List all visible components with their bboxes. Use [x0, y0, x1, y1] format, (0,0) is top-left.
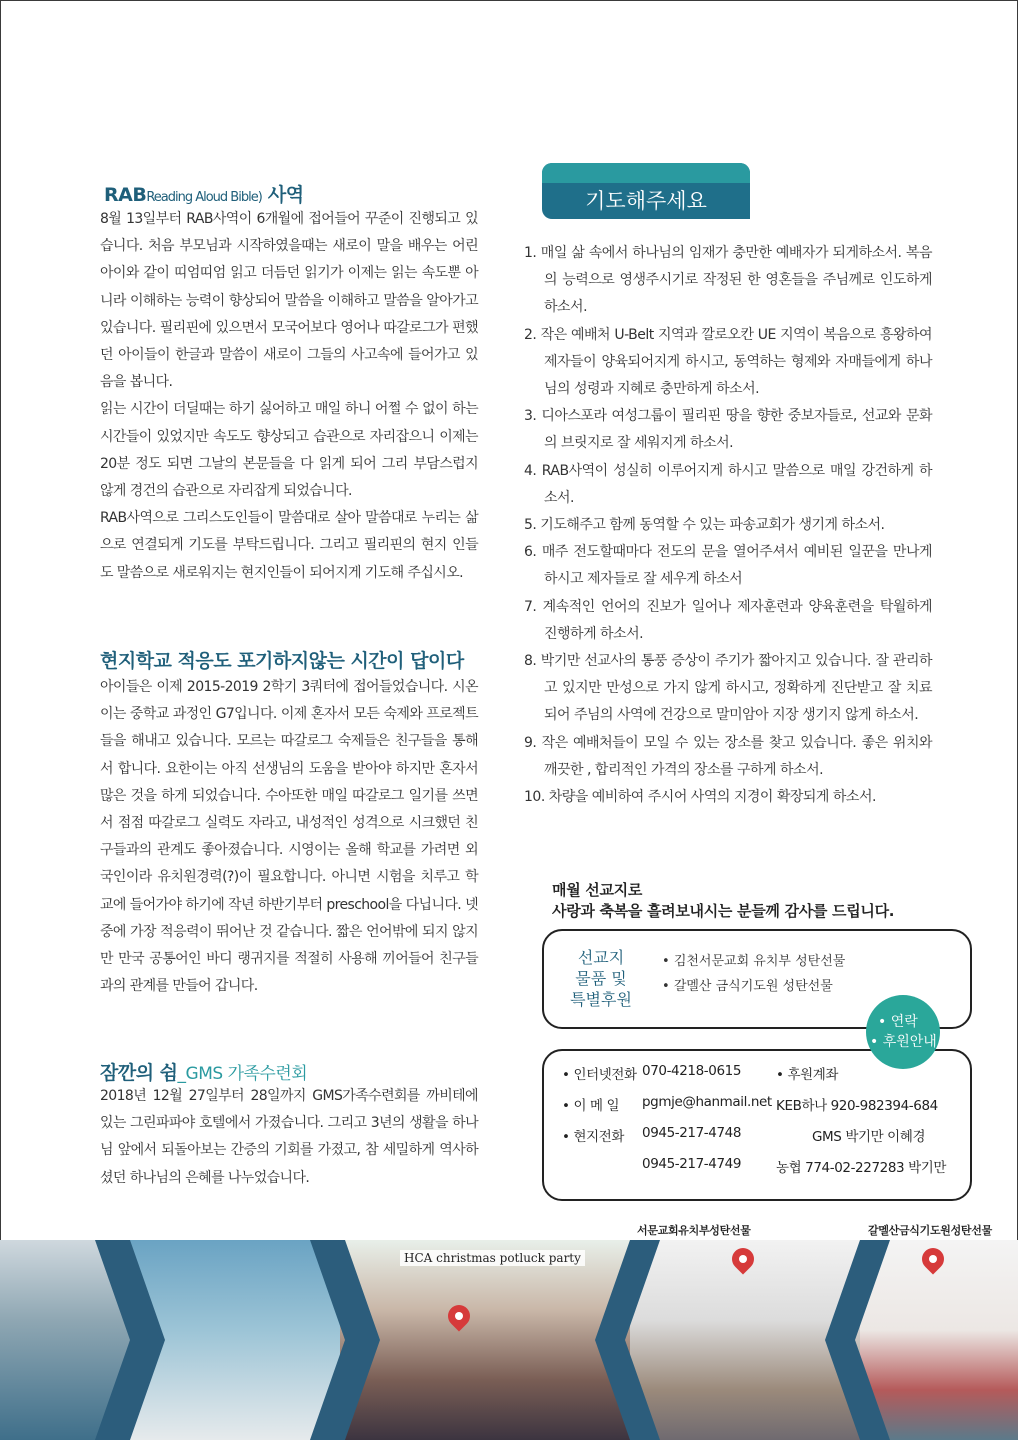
prayer-header-tab [542, 163, 750, 219]
email-label: • 이 메 일 [562, 1098, 620, 1114]
gifts-label [556, 947, 646, 1010]
contact-badge [866, 995, 940, 1069]
prayer-item: 5. 기도해주고 함께 동역할 수 있는 파송교회가 생기게 하소서. [524, 517, 885, 534]
retreat-title: 잠깐의 쉼_GMS 가족수련회 [100, 1062, 308, 1084]
photo-chevrons [0, 1240, 1018, 1440]
rab-paragraph: 읽는 시간이 더딜때는 하기 싫어하고 매일 하니 어쩔 수 없이 하는 시간들이 있었지만 속도도 향상되고 습관으로 자리잡으니 이제는 20분 정도 되면 그날의 본문들을 다 읽게 되어 그리 부담스럽지 않게 경건의 습관으로 자리잡게 되었습니다. [100, 401, 478, 500]
party-label: HCA christmas potluck party [400, 1250, 585, 1266]
photo-strip [0, 1240, 1018, 1440]
local-phone-1: 0945-217-4748 [642, 1125, 742, 1141]
contact-badge-line: • 후원안내 [870, 1034, 937, 1050]
local-phone-label: • 현지전화 [562, 1129, 625, 1145]
school-title: 현지학교 적응도 포기하지않는 시간이 답이다 [100, 650, 464, 672]
rab-body [100, 206, 478, 587]
prayer-item: 6. 매주 전도할때마다 전도의 문을 열어주셔서 예비된 일꾼을 만나게 하시고 제자들로 잘 세우게 하소서 [524, 544, 932, 588]
prayer-item: 8. 박기만 선교사의 통풍 증상이 주기가 짧아지고 있습니다. 잘 관리하고 있지만 만성으로 가지 않게 하시고, 정확하게 진단받고 잘 치료되어 주님의 사역에 건강으로 말미암아 지장 생기지 않게 하소서. [524, 653, 932, 724]
contact-box [542, 1049, 972, 1201]
thanks-line: 사랑과 축복을 흘려보내시는 분들께 감사를 드립니다. [552, 902, 895, 920]
gift-item: • 김천서문교회 유치부 성탄선물 [662, 949, 845, 974]
account-1-owner: GMS 박기만 이혜경 [812, 1129, 926, 1145]
email-value[interactable]: pgmje@hanmail.net [642, 1094, 772, 1110]
rab-paragraph: RAB사역으로 그리스도인들이 말씀대로 살아 말씀대로 누리는 삶으로 연결되게 기도를 부탁드립니다. 그리고 필리핀의 현지 인들도 말씀으로 새로워지는 현지인들이 되어지게 기도해 주십시오. [100, 510, 478, 581]
prayer-list [524, 240, 932, 811]
contact-badge-line: • 연락 [878, 1014, 918, 1030]
gifts-list [662, 949, 845, 999]
gifts-label-line: 물품 및 [575, 969, 627, 988]
account-label: • 후원계좌 [776, 1067, 839, 1083]
internet-phone-label: • 인터넷전화 [562, 1067, 637, 1083]
gifts-label-line: 선교지 [577, 948, 625, 967]
thanks-line: 매월 선교지로 [552, 881, 643, 899]
thanks-message [552, 880, 894, 922]
prayer-item: 9. 작은 예배처들이 모일 수 있는 장소를 찾고 있습니다. 좋은 위치와 깨끗한 , 합리적인 가격의 장소를 구하게 하소서. [524, 734, 932, 778]
prayer-item: 3. 디아스포라 여성그룹이 필리핀 땅을 향한 중보자들로, 선교와 문화의 브릿지로 잘 세워지게 하소서. [524, 408, 932, 452]
prayer-item: 10. 차량을 예비하여 주시어 사역의 지경이 확장되게 하소서. [524, 789, 876, 806]
prayer-item: 7. 계속적인 언어의 진보가 일어나 제자훈련과 양육훈련을 탁월하게 진행하게 하소서. [524, 598, 932, 642]
gifts-label-line: 특별후원 [570, 990, 632, 1009]
local-phone-2: 0945-217-4749 [642, 1156, 742, 1172]
internet-phone-value: 070-4218-0615 [642, 1063, 742, 1079]
school-body: 아이들은 이제 2015-2019 2학기 3쿼터에 접어들었습니다. 시온이는 중학교 과정인 G7입니다. 이제 혼자서 모든 숙제와 프로젝트들을 해내고 있습니다. 모르는 따갈로그 숙제들은 친구들을 통해서 합니다. 요한이는 아직 선생님의 도움을 받아야 하지만 혼자서 많은 것을 하게 되었습니다. 수아또한 매일 따갈로그 일기를 쓰면서 점점 따갈로그 실력도 자라고, 내성적인 성격으로 시크했던 친구들과의 관계도 좋아졌습니다. 시영이는 올해 학교를 가려면 외국인이라 유치원경력(?)이 필요합니다. 아니면 시험을 치루고 학교에 들어가야 하기에 작년 하반기부터 preschool을 다닙니다. 넷 중에 가장 적응력이 뛰어난 것 같습니다. 짧은 언어밖에 되지 않지만 만국 공통어인 바디 랭귀지를 적절히 사용해 끼어들어 친구들과의 관계를 만들어 갑니다. [100, 679, 478, 995]
gift-item: • 갈멜산 금식기도원 성탄선물 [662, 974, 845, 999]
prayer-title: 기도해주세요 [585, 189, 707, 213]
prayer-item: 2. 작은 예배처 U-Belt 지역과 깔로오칸 UE 지역이 복음으로 흥왕하여 제자들이 양육되어지게 하시고, 동역하는 형제와 자매들에게 하나님의 성령과 지혜로 충만하게 하소서. [524, 326, 932, 398]
retreat-body: 2018년 12월 27일부터 28일까지 GMS가족수련회를 까비테에 있는 그린파파야 호텔에서 가졌습니다. 그리고 3년의 생활을 하나님 앞에서 되돌아보는 간증의 기회를 가졌고, 참 세밀하게 역사하셨던 하나님의 은혜를 나누었습니다. [100, 1088, 478, 1186]
photo-caption: 갈멜산금식기도원성탄선물 [868, 1224, 992, 1237]
rab-title: RABReading Aloud Bible) 사역 [104, 184, 304, 206]
prayer-item: 4. RAB사역이 성실히 이루어지게 하시고 말씀으로 매일 강건하게 하소서. [524, 462, 932, 506]
account-2: 농협 774-02-227283 박기만 [776, 1160, 947, 1176]
rab-paragraph: 8월 13일부터 RAB사역이 6개월에 접어들어 꾸준이 진행되고 있습니다. 처음 부모님과 시작하였을때는 새로이 말을 배우는 어린아이와 같이 띠엄띠엄 읽고 더듬던 읽기가 이제는 읽는 속도뿐 아니라 이해하는 능력이 향상되어 말씀을 이해하고 말씀을 알아가고 있습니다. 필리핀에 있으면서 모국어보다 영어나 따갈로그가 편했던 아이들이 한글과 말씀이 새로이 그들의 사고속에 들어가고 있음을 봅니다. [100, 211, 478, 391]
prayer-item: 1. 매일 삶 속에서 하나님의 임재가 충만한 예배자가 되게하소서. 복음의 능력으로 영생주시기로 작정된 한 영혼들을 주님께로 인도하게 하소서. [524, 245, 932, 316]
photo-caption: 서문교회유치부성탄선물 [637, 1224, 751, 1237]
account-1: KEB하나 920-982394-684 [776, 1098, 938, 1114]
